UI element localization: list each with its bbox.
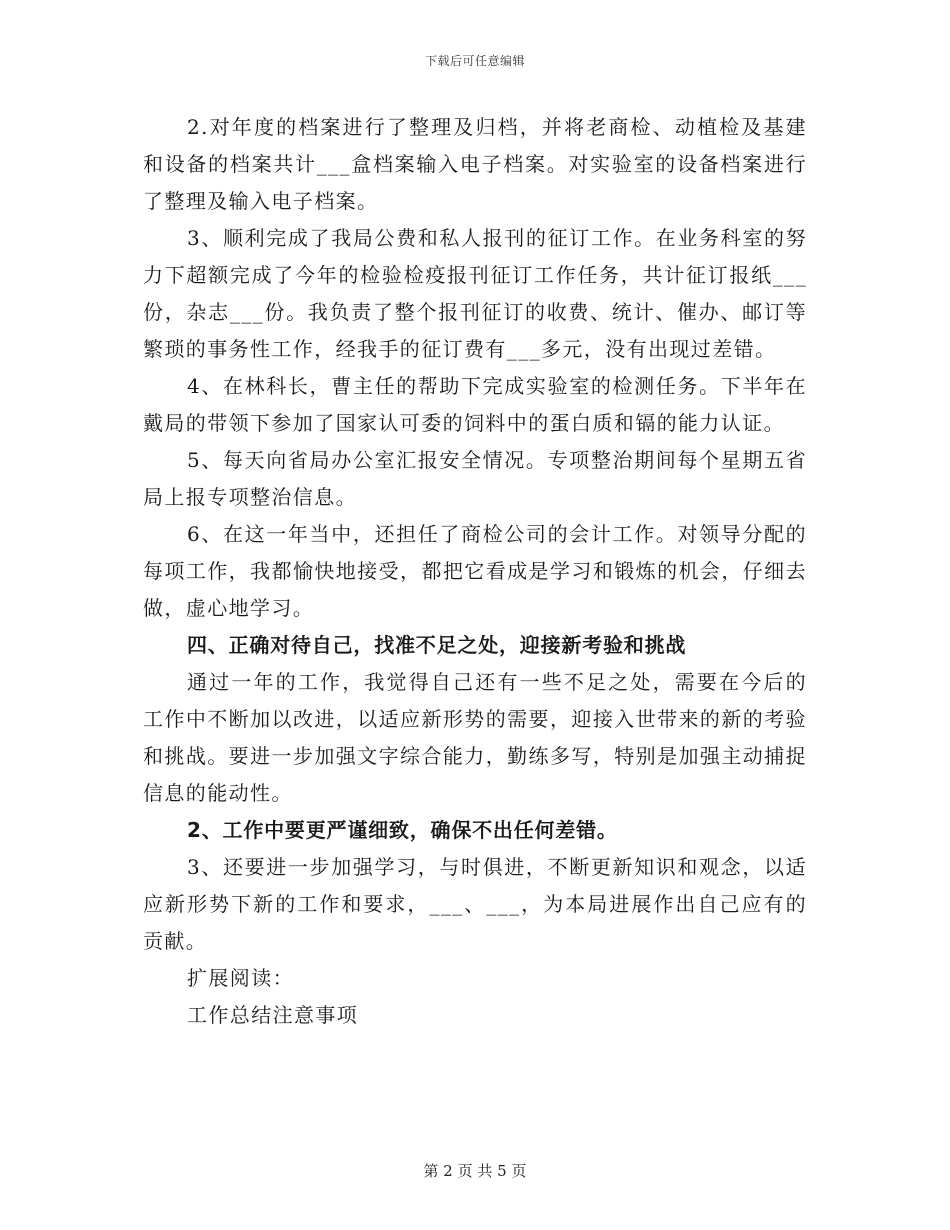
paragraph-accounting: 6、在这一年当中，还担任了商检公司的会计工作。对领导分配的每项工作，我都愉快地接受，都把它看成是学习和锻炼的机会，仔细去做，虚心地学习。: [143, 522, 807, 620]
page-header: 下载后可任意编辑: [424, 54, 525, 68]
page-footer: 第 2 页 共 5 页: [423, 1162, 527, 1180]
paragraph-learning: 3、还要进一步加强学习，与时俱进，不断更新知识和观念，以适应新形势下新的工作和要求，___、___，为本局进展作出自己应有的贡献。: [143, 855, 807, 953]
extended-reading-label: 扩展阅读：: [187, 966, 294, 990]
paragraph-shortcomings: 通过一年的工作，我觉得自己还有一些不足之处，需要在今后的工作中不断加以改进，以适应新形势的需要，迎接入世带来的新的考验和挑战。要进一步加强文字综合能力，勤练多写，特别是加强主动捕捉信息的能动性。: [143, 670, 807, 805]
document-body: [143, 109, 807, 1034]
paragraph-subscriptions: 3、顺利完成了我局公费和私人报刊的征订工作。在业务科室的努力下超额完成了今年的检验检疫报刊征订工作任务，共计征订报纸___份，杂志___份。我负责了整个报刊征订的收费、统计、催办、邮订等繁琐的事务性工作，经我手的征订费有___多元，没有出现过差错。: [143, 226, 807, 361]
paragraph-archives: 2.对年度的档案进行了整理及归档，并将老商检、动植检及基建和设备的档案共计___盒档案输入电子档案。对实验室的设备档案进行了整理及输入电子档案。: [143, 115, 807, 213]
paragraph-safety-report: 5、每天向省局办公室汇报安全情况。专项整治期间每个星期五省局上报专项整治信息。: [143, 448, 807, 509]
paragraph-laboratory: 4、在林科长，曹主任的帮助下完成实验室的检测任务。下半年在戴局的带领下参加了国家认可委的饲料中的蛋白质和镉的能力认证。: [143, 374, 807, 435]
section-heading-four: 四、正确对待自己，找准不足之处，迎接新考验和挑战: [187, 633, 687, 657]
paragraph-rigor-heading: 2、工作中要更严谨细致，确保不出任何差错。: [187, 818, 618, 842]
extended-reading-title: 工作总结注意事项: [187, 1003, 359, 1027]
